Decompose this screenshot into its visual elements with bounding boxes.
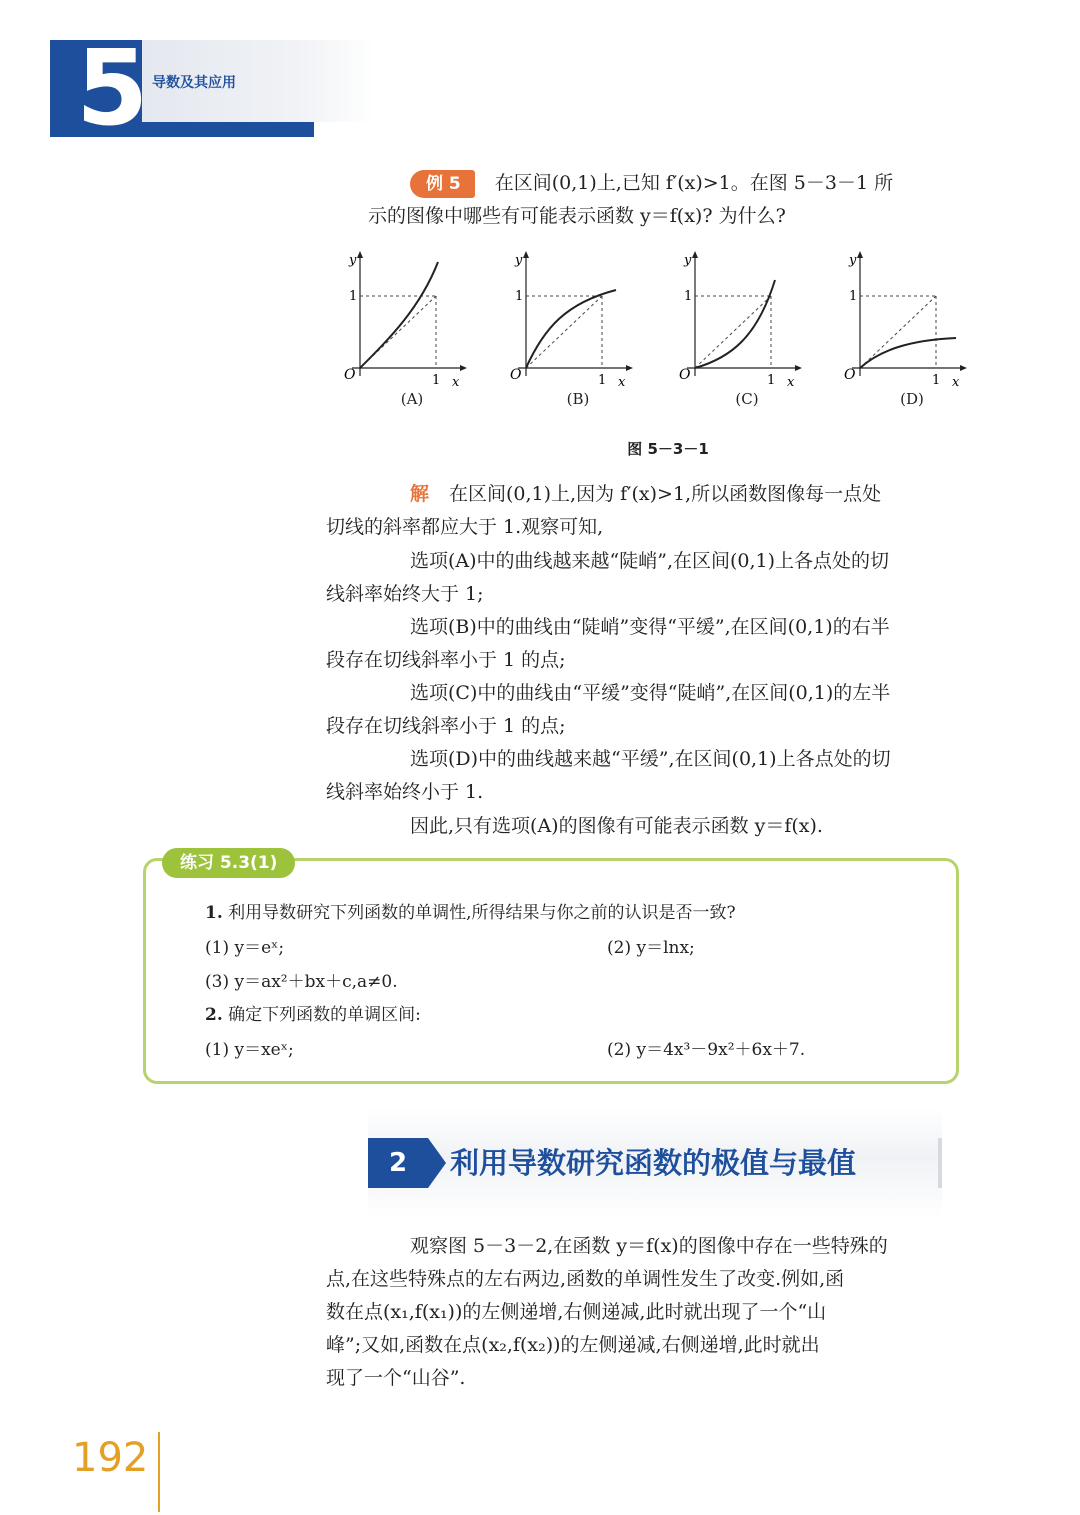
option-b-line-2: 段存在切线斜率小于 1 的点;: [326, 649, 566, 671]
figure-caption: 图 5－3－1: [627, 440, 709, 458]
option-c-line-2: 段存在切线斜率小于 1 的点;: [326, 715, 566, 737]
y-axis-label: y: [349, 253, 357, 268]
y-tick-1: 1: [684, 289, 693, 304]
x-axis-label: x: [952, 375, 960, 388]
graph-d-label: (D): [900, 390, 924, 408]
y-arrow: [857, 251, 863, 258]
section-line-1: 观察图 5－3－2,在函数 y＝f(x)的图像中存在一些特殊的: [410, 1235, 888, 1257]
origin-label: O: [344, 367, 356, 383]
section-header: [368, 1108, 942, 1218]
chapter-title: 导数及其应用: [152, 75, 236, 91]
example-badge: 例 5: [410, 170, 475, 198]
option-a-line-2: 线斜率始终大于 1;: [326, 583, 484, 605]
q1-item-3: (3) y＝ax²＋bx＋c,a≠0.: [205, 972, 398, 992]
origin-label: O: [510, 367, 522, 383]
curve-c: [695, 280, 775, 368]
y-axis-label: y: [515, 253, 523, 268]
solution-option-b: [326, 611, 968, 677]
x-tick-1: 1: [767, 373, 776, 388]
page-number: 192: [72, 1435, 149, 1481]
section-line-2: 点,在这些特殊点的左右两边,函数的单调性发生了改变.例如,函: [326, 1268, 845, 1290]
graph-a-label: (A): [400, 390, 424, 408]
x-arrow: [960, 365, 967, 371]
graph-b: [506, 248, 636, 388]
q1-text: 利用导数研究下列函数的单调性,所得结果与你之前的认识是否一致?: [228, 903, 736, 923]
diagonal-guide: [526, 296, 602, 368]
exercise-q2: [205, 1003, 421, 1027]
graph-c-label: (C): [735, 390, 759, 408]
section-title: 利用导数研究函数的极值与最值: [450, 1146, 857, 1180]
origin-label: O: [679, 367, 691, 383]
x-arrow: [795, 365, 802, 371]
x-tick-1: 1: [932, 373, 941, 388]
section-paragraph: [326, 1230, 968, 1395]
q2-text: 确定下列函数的单调区间:: [228, 1005, 421, 1025]
q1-item-2: (2) y＝lnx;: [607, 938, 695, 958]
x-tick-1: 1: [432, 373, 441, 388]
example-line-2: 示的图像中哪些有可能表示函数 y＝f(x)? 为什么?: [368, 205, 786, 227]
y-axis-label: y: [684, 253, 692, 268]
q1-number: 1.: [205, 903, 223, 923]
chapter-underline: [142, 122, 314, 137]
y-arrow: [692, 251, 698, 258]
solution-option-d: [326, 743, 968, 809]
solution-line-2: 切线的斜率都应大于 1.观察可知,: [326, 516, 604, 538]
graph-c: [675, 248, 805, 388]
x-arrow: [626, 365, 633, 371]
q2-item-2: (2) y＝4x³－9x²＋6x＋7.: [607, 1040, 806, 1060]
section-right-bar: [938, 1138, 942, 1188]
diagonal-guide: [695, 296, 771, 368]
x-tick-1: 1: [598, 373, 607, 388]
section-line-5: 现了一个“山谷”.: [326, 1367, 466, 1389]
diagonal-guide: [860, 296, 936, 368]
solution-line-1: 在区间(0,1)上,因为 f′(x)>1,所以函数图像每一点处: [449, 483, 882, 505]
y-arrow: [523, 251, 529, 258]
solution-option-c: [326, 677, 968, 743]
option-b-line-1: 选项(B)中的曲线由“陡峭”变得“平缓”,在区间(0,1)的右半: [410, 616, 890, 638]
chapter-number: 5: [76, 27, 149, 149]
option-a-line-1: 选项(A)中的曲线越来越“陡峭”,在区间(0,1)上各点处的切: [410, 550, 890, 572]
q2-item-1: (1) y＝xeˣ;: [205, 1040, 294, 1060]
x-axis-label: x: [787, 375, 795, 388]
x-arrow: [460, 365, 467, 371]
section-line-4: 峰”;又如,函数在点(x₂,f(x₂))的左侧递减,右侧递增,此时就出: [326, 1334, 820, 1356]
section-line-3: 数在点(x₁,f(x₁))的左侧递增,右侧递减,此时就出现了一个“山: [326, 1301, 827, 1323]
figure-5-3-1: [340, 248, 970, 413]
exercise-tab: 练习 5.3(1): [162, 848, 295, 878]
graph-d: [840, 248, 970, 388]
q1-item-1: (1) y＝eˣ;: [205, 938, 285, 958]
exercise-q1: [205, 901, 736, 925]
option-d-line-1: 选项(D)中的曲线越来越“平缓”,在区间(0,1)上各点处的切: [410, 748, 891, 770]
y-axis-label: y: [849, 253, 857, 268]
q2-number: 2.: [205, 1005, 223, 1025]
solution-conclusion: 因此,只有选项(A)的图像有可能表示函数 y＝f(x).: [410, 815, 823, 837]
section-number: 2: [388, 1148, 408, 1178]
x-axis-label: x: [452, 375, 460, 388]
page-number-rule: [158, 1432, 160, 1512]
x-axis-label: x: [618, 375, 626, 388]
curve-a: [360, 262, 438, 368]
solution-intro: [326, 478, 968, 544]
y-tick-1: 1: [349, 289, 358, 304]
option-c-line-1: 选项(C)中的曲线由“平缓”变得“陡峭”,在区间(0,1)的左半: [410, 682, 891, 704]
chapter-header: [50, 27, 330, 149]
graph-a: [340, 248, 470, 388]
solution-option-a: [326, 545, 968, 611]
section-badge-arrow: [428, 1138, 446, 1188]
graph-b-label: (B): [566, 390, 590, 408]
example-statement: [368, 167, 968, 233]
solution-label: 解: [410, 483, 430, 505]
option-d-line-2: 线斜率始终小于 1.: [326, 781, 484, 803]
y-tick-1: 1: [849, 289, 858, 304]
curve-d: [860, 338, 956, 368]
y-arrow: [357, 251, 363, 258]
example-line-1: 在区间(0,1)上,已知 f′(x)>1。在图 5－3－1 所: [494, 172, 894, 194]
y-tick-1: 1: [515, 289, 524, 304]
origin-label: O: [844, 367, 856, 383]
